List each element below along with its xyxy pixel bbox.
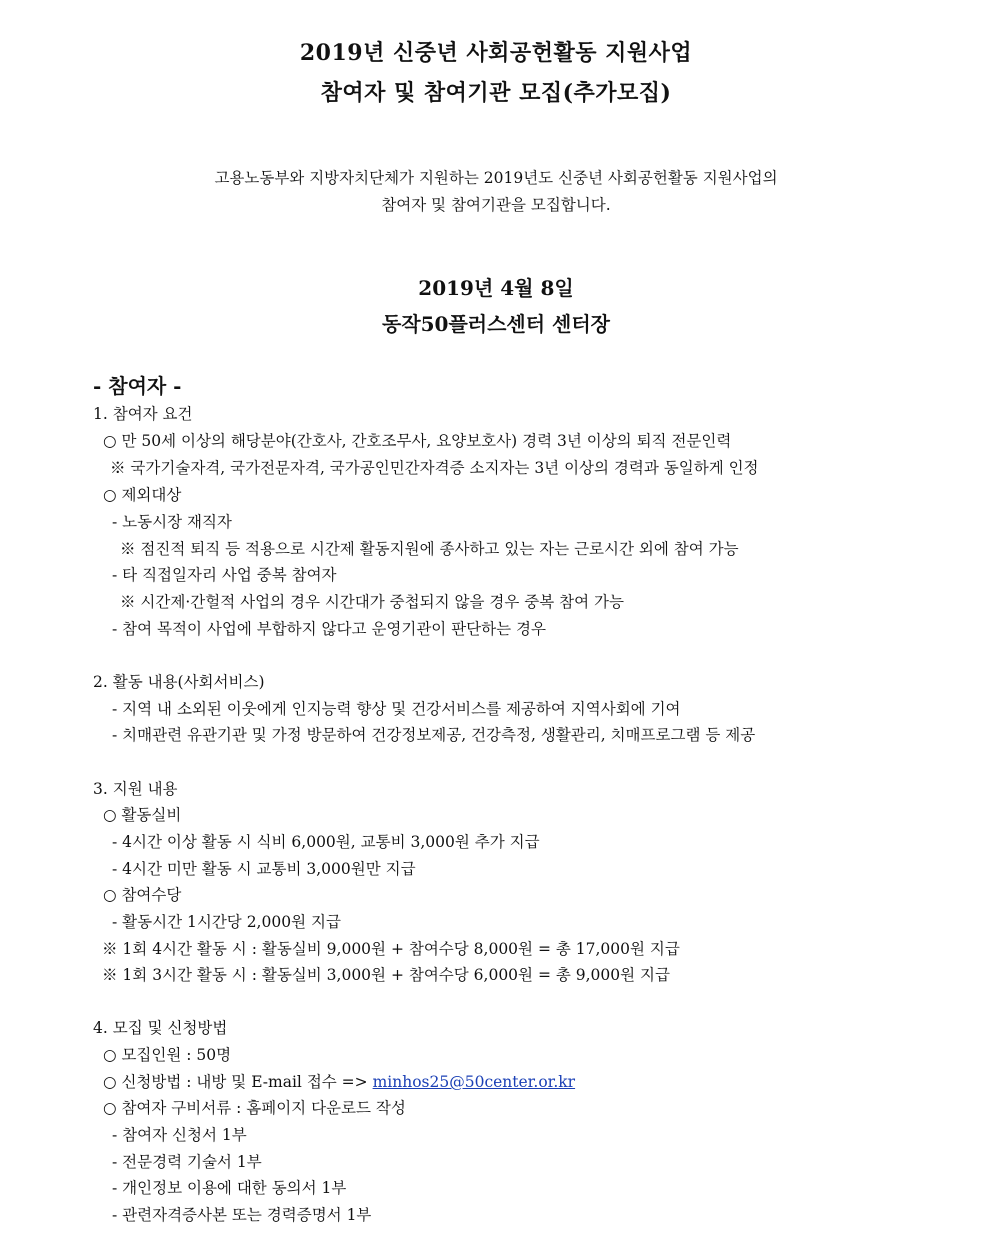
recruit-item-2 (103, 1070, 575, 1092)
support-sub-2: - 4시간 미만 활동 시 교통비 3,000원만 지급 (112, 860, 416, 878)
recruit-doc-1: - 참여자 신청서 1부 (112, 1126, 247, 1144)
req-item-2: ○ 제외대상 (103, 486, 182, 504)
recruit-doc-3: - 개인정보 이용에 대한 동의서 1부 (112, 1179, 347, 1197)
intro-line-1: 고용노동부와 지방자치단체가 지원하는 2019년도 신중년 사회공헌활동 지원사업의 (214, 169, 778, 187)
recruit-item-3: ○ 참여자 구비서류 : 홈페이지 다운로드 작성 (103, 1099, 406, 1117)
document-title-line-2: 참여자 및 참여기관 모집(추가모집) (320, 80, 672, 106)
req-sub-2: - 타 직접일자리 사업 중복 참여자 (112, 566, 337, 584)
activity-heading: 2. 활동 내용(사회서비스) (93, 673, 265, 691)
support-sub-3: - 활동시간 1시간당 2,000원 지급 (112, 913, 341, 931)
recruit-doc-4: - 관련자격증사본 또는 경력증명서 1부 (112, 1206, 372, 1224)
recruit-item-1: ○ 모집인원 : 50명 (103, 1046, 232, 1064)
req-sub-3: - 참여 목적이 사업에 부합하지 않다고 운영기관이 판단하는 경우 (112, 620, 546, 638)
req-item-1: ○ 만 50세 이상의 해당분야(간호사, 간호조무사, 요양보호사) 경력 3년 이상의 퇴직 전문인력 (103, 432, 732, 450)
issuer-name: 동작50플러스센터 센터장 (382, 312, 610, 336)
section-title-participants: - 참여자 - (93, 374, 182, 398)
req-sub-1: - 노동시장 재직자 (112, 513, 232, 531)
support-item-1: ○ 활동실비 (103, 806, 182, 824)
req-heading: 1. 참여자 요건 (93, 405, 193, 423)
issue-date: 2019년 4월 8일 (418, 276, 574, 300)
apply-method-label: ○ 신청방법 : 내방 및 E-mail 접수 => (103, 1073, 373, 1091)
intro-line-2: 참여자 및 참여기관을 모집합니다. (381, 196, 611, 214)
support-item-2: ○ 참여수당 (103, 886, 182, 904)
activity-line-1: - 지역 내 소외된 이웃에게 인지능력 향상 및 건강서비스를 제공하여 지역사회에 기여 (112, 700, 681, 718)
recruit-heading: 4. 모집 및 신청방법 (93, 1019, 228, 1037)
recruit-doc-2: - 전문경력 기술서 1부 (112, 1153, 262, 1171)
req-note-3: ※ 시간제·간헐적 사업의 경우 시간대가 중첩되지 않을 경우 중복 참여 가능 (120, 593, 624, 611)
contact-email-link[interactable]: minhos25@50center.or.kr (372, 1073, 576, 1091)
document-title-line-1: 2019년 신중년 사회공헌활동 지원사업 (299, 40, 693, 66)
req-note-2: ※ 점진적 퇴직 등 적용으로 시간제 활동지원에 종사하고 있는 자는 근로시간 외에 참여 가능 (120, 540, 739, 558)
activity-line-2: - 치매관련 유관기관 및 가정 방문하여 건강정보제공, 건강측정, 생활관리, 치매프로그램 등 제공 (112, 726, 756, 744)
support-sub-1: - 4시간 이상 활동 시 식비 6,000원, 교통비 3,000원 추가 지급 (112, 833, 540, 851)
req-note-1: ※ 국가기술자격, 국가전문자격, 국가공인민간자격증 소지자는 3년 이상의 경력과 동일하게 인정 (110, 459, 759, 477)
support-heading: 3. 지원 내용 (93, 780, 178, 798)
support-note-2: ※ 1회 3시간 활동 시 : 활동실비 3,000원 + 참여수당 6,000원 = 총 9,000원 지급 (102, 966, 670, 984)
support-note-1: ※ 1회 4시간 활동 시 : 활동실비 9,000원 + 참여수당 8,000원 = 총 17,000원 지급 (102, 940, 680, 958)
